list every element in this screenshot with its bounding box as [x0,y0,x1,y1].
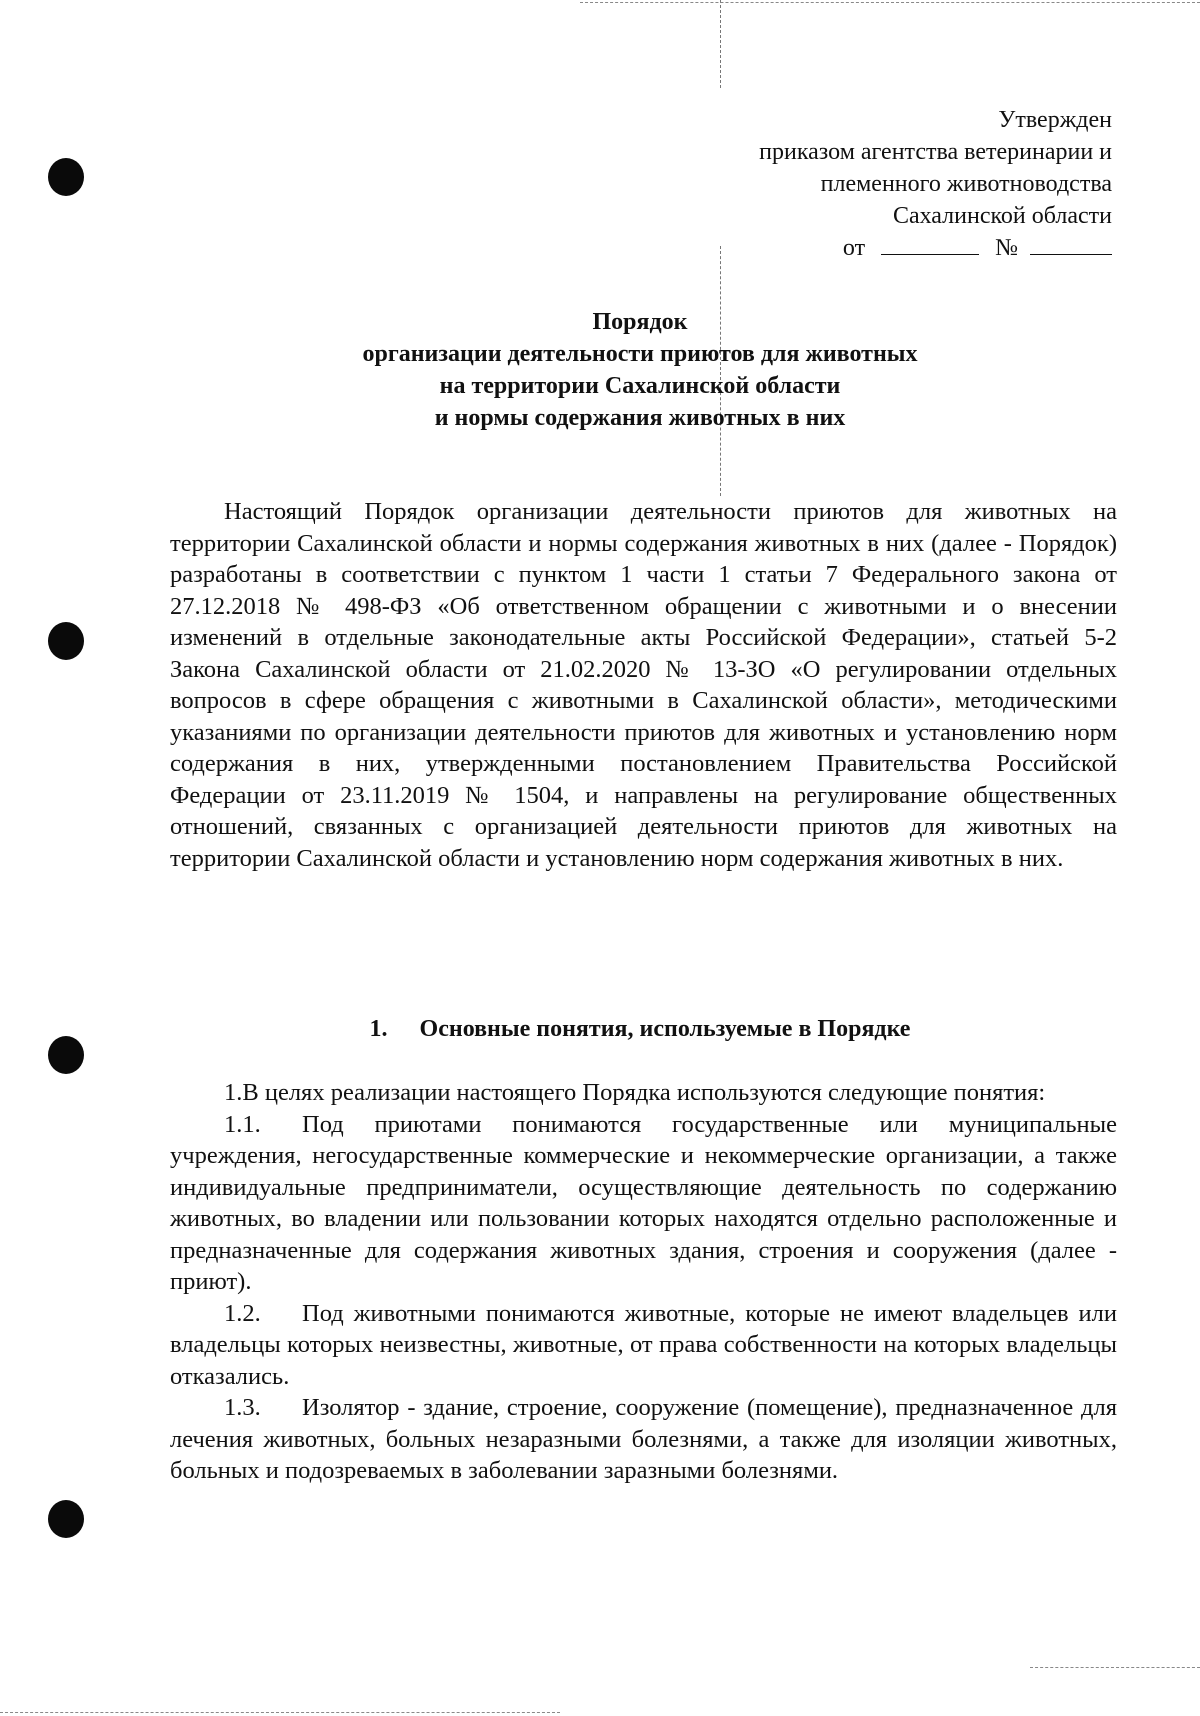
title-line: на территории Сахалинской области [439,373,841,399]
list-item [170,1392,1117,1487]
fold-line [720,0,721,88]
section-title: Основные понятия, используемые в Порядке [419,1016,911,1042]
punch-hole [48,158,84,196]
section-lead: 1.В целях реализации настоящего Порядка используются следующие понятия: [224,1079,1046,1106]
approval-date-line [592,232,1112,264]
document-title [170,306,1110,434]
item-number: 1.2. [224,1299,261,1327]
punch-hole [48,1500,84,1538]
scan-edge-line [1030,1667,1200,1668]
item-text: Под животными понимаются животные, которые не имеют владельцев или владельцы которых неизвестны, животные, от права собственности на которых владельцы отказались. [170,1299,1117,1390]
item-number: 1.1. [224,1110,261,1138]
title-line: организации деятельности приютов для животных [362,341,918,367]
scan-edge-line [580,2,1200,3]
title-line: и нормы содержания животных в них [434,405,846,431]
approval-line: Сахалинской области [892,203,1112,229]
approval-line: Утвержден [998,107,1112,133]
punch-hole [48,1036,84,1074]
punch-hole [48,622,84,660]
section-body [170,1077,1117,1487]
date-blank [881,232,979,255]
section-heading [170,1013,1110,1045]
date-prefix: от [842,235,866,261]
title-line: Порядок [592,309,688,335]
item-number: 1.3. [224,1394,261,1421]
number-sign: № [995,235,1018,261]
section-number: 1. [369,1016,388,1042]
number-blank [1030,232,1112,255]
item-text: Изолятор - здание, строение, сооружение (помещение), предназначенное для лечения животных, больных незаразными болезнями, а также для изоляции животных, больных и подозреваемых в заболевании заразными болезнями. [170,1394,1117,1484]
list-item [170,1298,1117,1393]
approval-block [592,104,1112,264]
approval-line: племенного животноводства [820,171,1112,197]
intro-paragraph: Настоящий Порядок организации деятельности приютов для животных на территории Сахалинской области и нормы содержания животных в них (далее - Порядок) разработаны в соответствии с пунктом 1 части 1 статьи 7 Федерального закона от 27.12.2018 № 498-ФЗ «Об ответственном обращении с животными и о внесении изменений в отдельные законодательные акты Российской Федерации», статьей 5-2 Закона Сахалинской области от 21.02.2020 № 13-ЗО «О регулировании отдельных вопросов в сфере обращения с животными в Сахалинской области», методическими указаниями по организации деятельности приютов для животных и установлению норм содержания в них, утвержденными постановлением Правительства Российской Федерации от 23.11.2019 № 1504, и направлены на регулирование общественных отношений, связанных с организацией деятельности приютов для животных на территории Сахалинской области и установлению норм содержания животных в них. [170,498,1117,872]
scan-edge-line [0,1712,560,1713]
item-text: Под приютами понимаются государственные или муниципальные учреждения, негосударственные коммерческие и некоммерческие организации, а также индивидуальные предприниматели, осуществляющие деятельность по содержанию животных, во владении или пользовании которых находятся отдельно расположенные и предназначенные для содержания животных здания, строения и сооружения (далее - приют). [170,1110,1117,1295]
list-item [170,1109,1117,1298]
approval-line: приказом агентства ветеринарии и [759,139,1112,165]
